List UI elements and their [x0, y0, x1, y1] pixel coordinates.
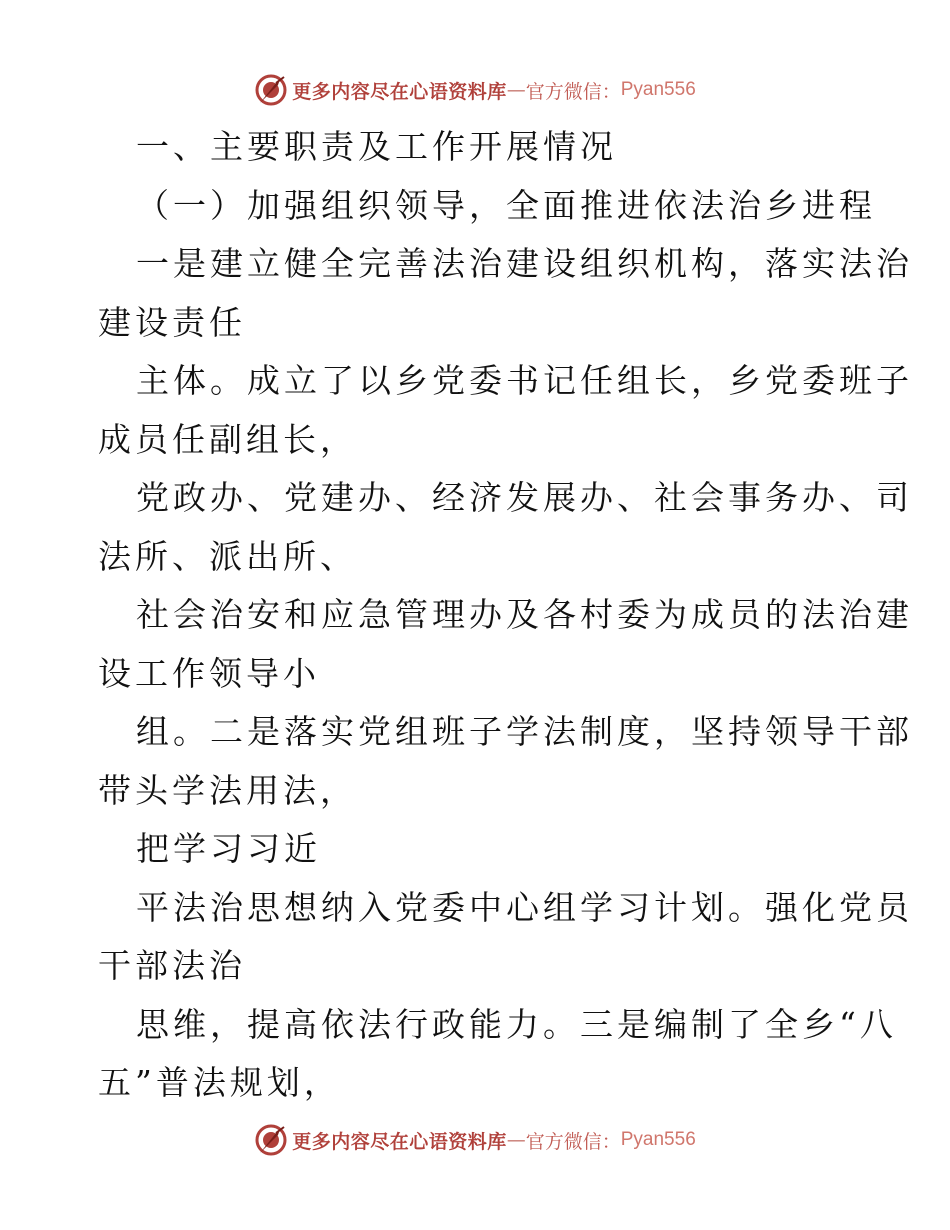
quill-pen-logo-icon [254, 73, 288, 107]
paragraph-line: 党政办、党建办、经济发展办、社会事务办、司 [136, 478, 913, 517]
banner-contact-label: 官方微信： [525, 1130, 621, 1153]
banner-contact-id: Pyan556 [620, 79, 696, 100]
paragraph-line: 五”普法规划， [98, 1063, 341, 1102]
header-banner [0, 70, 950, 110]
banner-title: 更多内容尽在心语资料库 [292, 80, 507, 103]
paragraph-line: 成员任副组长， [98, 419, 357, 459]
paragraph-line: 一是建立健全完善法治建设组织机构，落实法治 [136, 244, 913, 283]
footer-banner [0, 1120, 950, 1160]
banner-separator: — [506, 79, 526, 101]
paragraph-line: 思维，提高依法行政能力。三是编制了全乡“八 [136, 1004, 897, 1044]
quill-pen-logo-icon [254, 1123, 288, 1157]
paragraph-line: 社会治安和应急管理办及各村委为成员的法治建 [136, 595, 913, 634]
paragraph-line: 建设责任 [98, 302, 246, 342]
paragraph-line: 主体。成立了以乡党委书记任组长，乡党委班子 [136, 361, 913, 400]
paragraph-line: 带头学法用法， [98, 770, 357, 810]
banner-title: 更多内容尽在心语资料库 [292, 1130, 507, 1153]
banner-separator: — [506, 1129, 526, 1151]
document-body [98, 118, 913, 1113]
banner-contact-id: Pyan556 [620, 1129, 696, 1150]
paragraph-line: 把学习习近 [136, 829, 321, 868]
subsection-heading: （一）加强组织领导，全面推进依法治乡进程 [136, 185, 876, 225]
paragraph-line: 组。二是落实党组班子学法制度，坚持领导干部 [136, 712, 913, 751]
paragraph-line: 法所、派出所、 [98, 536, 357, 576]
paragraph-line: 设工作领导小 [98, 653, 320, 693]
banner-contact-label: 官方微信： [525, 80, 621, 103]
paragraph-line: 干部法治 [98, 946, 246, 985]
paragraph-line: 平法治思想纳入党委中心组学习计划。强化党员 [136, 887, 913, 927]
section-heading: 一、主要职责及工作开展情况 [136, 127, 617, 166]
